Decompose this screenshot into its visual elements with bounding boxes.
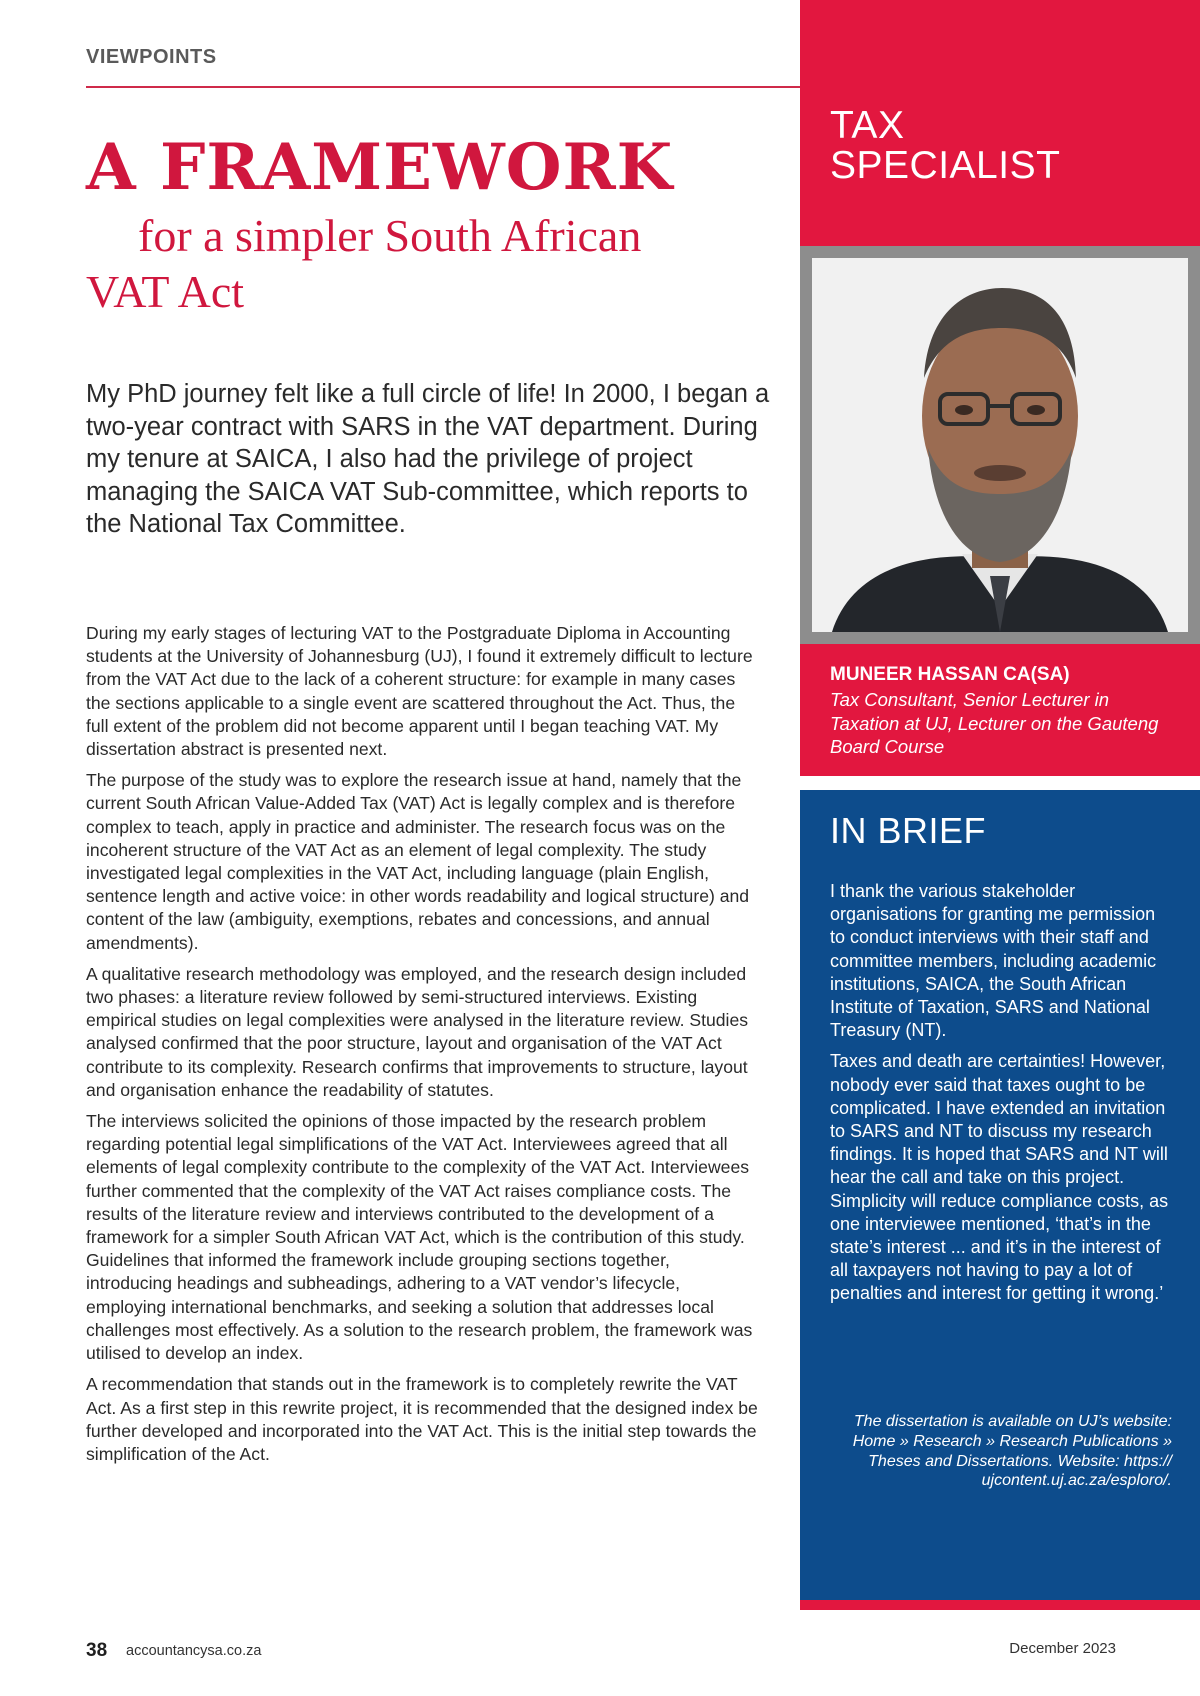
author-portrait-illustration <box>812 258 1188 632</box>
article-body <box>86 622 758 1474</box>
sidebar-title-line-2: SPECIALIST <box>830 144 1061 187</box>
in-brief-paragraph: I thank the various stakeholder organisations for granting me permission to conduct interviews with their staff and committee members, including academic institutions, SAICA, the South African Institute of Taxation, SARS and National Treasury (NT). <box>830 881 1157 1041</box>
in-brief-bottom-bar <box>800 1600 1200 1610</box>
body-paragraph: A recommendation that stands out in the framework is to completely rewrite the VAT Act. As a first step in this rewrite project, it is recommended that the designed index be further developed and incorporated into the VAT Act. This is the initial step towards the simplification of the Act. <box>86 1374 758 1464</box>
footer-website: accountancysa.co.za <box>126 1643 262 1659</box>
top-divider <box>86 86 800 88</box>
headline-line-2: for a simpler South African <box>138 210 642 261</box>
dissertation-note: The dissertation is available on UJ’s website: Home » Research » Research Publications » Theses and Dissertations. Website: https:// ujcontent.uj.ac.za/esploro/. <box>852 1413 1172 1490</box>
headline-line-3: VAT Act <box>86 266 245 317</box>
author-photo <box>812 258 1188 632</box>
body-paragraph: A qualitative research methodology was employed, and the research design included two phases: a literature review followed by semi-structured interviews. Existing empirical studies on legal complexities were analysed in the literature review. Studies analysed confirmed that the poor structure, layout and organisation of the VAT Act contribute to its complexity. Research confirms that improvements to structure, layout and organisation enhance the readability of statutes. <box>86 963 749 1100</box>
section-label: VIEWPOINTS <box>86 46 217 68</box>
sidebar <box>800 0 1200 1610</box>
sidebar-title <box>830 106 1060 186</box>
in-brief-paragraph: Taxes and death are certainties! However, nobody ever said that taxes ought to be complicated. I have extended an invitation to SARS and NT to discuss my research findings. It is hoped that SARS and NT will hear the call and take on this project. Simplicity will reduce compliance costs, as one interviewee mentioned, ‘that’s in the state’s interest ... and it’s in the interest of all taxpayers not having to pay a lot of penalties and interest for getting it wrong.’ <box>830 1051 1169 1304</box>
headline <box>86 130 776 320</box>
sidebar-divider <box>800 776 1200 790</box>
footer-date: December 2023 <box>1009 1640 1116 1657</box>
sidebar-title-line-1: TAX <box>830 104 905 147</box>
body-paragraph: During my early stages of lecturing VAT to the Postgraduate Diploma in Accounting students at the University of Johannesburg (UJ), I found it extremely difficult to lecture from the VAT Act due to the lack of a coherent structure: for example in many cases the sections applicable to a single event are scattered throughout the Act. Thus, the full extent of the problem did not become apparent until I began teaching VAT. My dissertation abstract is presented next. <box>86 623 753 760</box>
body-paragraph: The purpose of the study was to explore the research issue at hand, namely that the current South African Value-Added Tax (VAT) Act is legally complex and is therefore complex to teach, apply in practice and administer. The research focus was on the incoherent structure of the VAT Act as an element of legal complexity. The study investigated legal complexities in the VAT Act, including language (plain English, sentence length and active voice: in other words readability and logical structure) and content of the law (ambiguity, exemptions, rebates and concessions, and annual amendments). <box>86 770 750 953</box>
author-name: MUNEER HASSAN CA(SA) <box>830 664 1070 685</box>
page-number: 38 <box>86 1640 108 1661</box>
headline-line-1: A FRAMEWORK <box>86 130 674 205</box>
author-photo-frame <box>800 246 1200 644</box>
author-role: Tax Consultant, Senior Lecturer in Taxation at UJ, Lecturer on the Gauteng Board Course <box>830 689 1159 757</box>
body-paragraph: The interviews solicited the opinions of those impacted by the research problem regarding potential legal simplifications of the VAT Act. Interviewees agreed that all elements of legal complexity contribute to the complexity of the VAT Act. Interviewees further commented that the complexity of the VAT Act raises compliance costs. The results of the literature review and interviews contributed to the development of a framework for a simpler South African VAT Act, which is the contribution of this study. Guidelines that informed the framework include grouping sections together, introducing headings and subheadings, adhering to a VAT vendor’s lifecycle, employing international benchmarks, and seeking a solution that addresses local challenges most effectively. As a solution to the research problem, the framework was utilised to develop an index. <box>86 1111 753 1364</box>
in-brief-text <box>830 880 1175 1314</box>
standfirst: My PhD journey felt like a full circle of life! In 2000, I began a two-year contract with SARS in the VAT department. During my tenure at SAICA, I also had the privilege of project managing the SAICA VAT Sub-committee, which reports to the National Tax Committee. <box>86 380 770 538</box>
in-brief-title: IN BRIEF <box>830 810 987 851</box>
